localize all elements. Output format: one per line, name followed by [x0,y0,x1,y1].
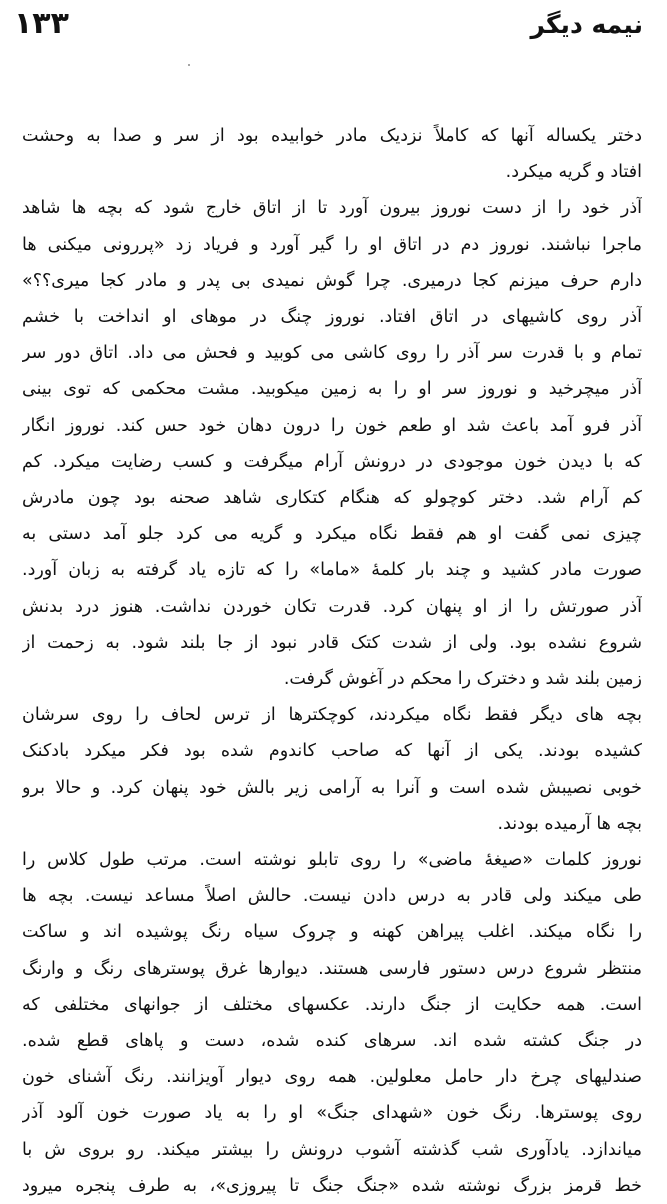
text-line: خوبی نصیبش شده است و آنرا به آرامی زیر بالش خود پنهان کرد. و حالا برو [22,777,642,798]
text-line: صندلیهای چرخ دار حامل معلولین. همه روی دیوار آویزانند. رنگ آشنای خون [22,1067,642,1088]
scan-speck [188,64,190,66]
text-line: آذر فرو آمد باعث شد او طعم خون را درون دهان خود حس کند. نوروز انگار [22,415,642,436]
text-line: منتظر شروع درس دستور فارسی هستند. دیوارها غرق پوسترهای رنگ و وارنگ [22,958,642,979]
text-line: بچه ها آرمیده بودند. [497,813,642,834]
body-text [22,118,642,1198]
text-line: میاندازد. یادآوری شب گذشته آشوب درونش را بیشتر میکند. رو بروی ش با [22,1139,642,1160]
text-line: روی پوسترها. رنگ خون «شهدای جنگ» او را به یاد صورت خون آلود آذر [22,1103,642,1124]
text-line: را نگاه میکند. اغلب پیراهن کهنه و چروک سیاه رنگ پوشیده اند و ساکت [22,922,642,943]
text-line: چیزی نمی گفت او هم فقط نگاه میکرد و گریه می کرد جلو آمد دستی به [22,524,642,545]
text-line: دارم حرف میزنم کجا درمیری. چرا گوش نمیدی بی پدر و مادر کجا میری؟؟» [22,270,642,291]
text-line: تمام و با قدرت سر آذر را روی کاشی می کوبید و فحش می داد. اتاق دور سر [22,343,642,364]
text-line: آذر میچرخید و نوروز سر او را به زمین میکوبید. مشت محکمی که توی بینی [22,379,642,400]
text-line: آذر خود را از دست نوروز بیرون آورد تا از اتاق خارج شود که بچه ها شاهد [22,198,642,219]
page-header [0,0,667,60]
text-line: ماجرا نباشند. نوروز دم در اتاق او را گیر آورد و فریاد زد «پررونی میکنی ها [22,234,642,255]
text-line: است. همه حکایت از جنگ دارند. عکسهای مختلف از جوانهای مختلفی که [22,994,642,1015]
text-line: افتاد و گریه میکرد. [505,162,642,183]
text-line: شروع نشده بود. ولی از شدت کتک قادر نبود از جا بلند شود. به زحمت از [22,632,642,653]
text-line: صورت مادر کشید و چند بار کلمهٔ «ماما» را که تازه یاد گرفته به زبان آورد. [22,560,642,581]
page-number: ۱۳۳ [14,6,69,41]
text-line: خط قرمز بزرگ نوشته شده «جنگ جنگ تا پیروزی»، به طرف پنجره میرود [22,1175,642,1196]
text-line: که با دیدن خون موجودی در درونش آرام میگرفت و کسب رضایت میکرد. کم [22,451,642,472]
text-line: نوروز کلمات «صیغهٔ ماضی» را روی تابلو نوشته است. مرتب طول کلاس را [22,850,642,870]
text-line: آذر صورتش را از او پنهان کرد. قدرت تکان خوردن نداشت. هنوز درد بدنش [22,596,642,617]
running-title: نیمه دیگر [530,10,643,39]
text-line: زمین بلند شد و دخترک را محکم در آغوش گرفت. [283,669,642,689]
text-line: بچه های دیگر فقط نگاه میکردند، کوچکترها از ترس لحاف را روی سرشان [22,705,642,726]
text-line: در جنگ کشته شده اند. سرهای کنده شده، دست و پاهای قطع شده. [22,1031,642,1051]
text-line: آذر روی کاشیهای در اتاق افتاد. نوروز چنگ در موهای او انداخت با خشم [22,307,642,327]
text-line: دختر یکساله آنها که کاملاً نزدیک مادر خوابیده بود از سر و صدا به وحشت [22,126,642,146]
text-line: کم آرام شد. دختر کوچولو که هنگام کتکاری شاهد صحنه بود چون مادرش [22,488,642,508]
text-line: طی میکند ولی قادر به درس دادن نیست. حالش اصلاً مساعد نیست. بچه ها [22,886,642,907]
text-line: کشیده بودند. یکی از آنها که صاحب کاندوم شده بود فکر میکرد بادکنک [22,741,642,762]
